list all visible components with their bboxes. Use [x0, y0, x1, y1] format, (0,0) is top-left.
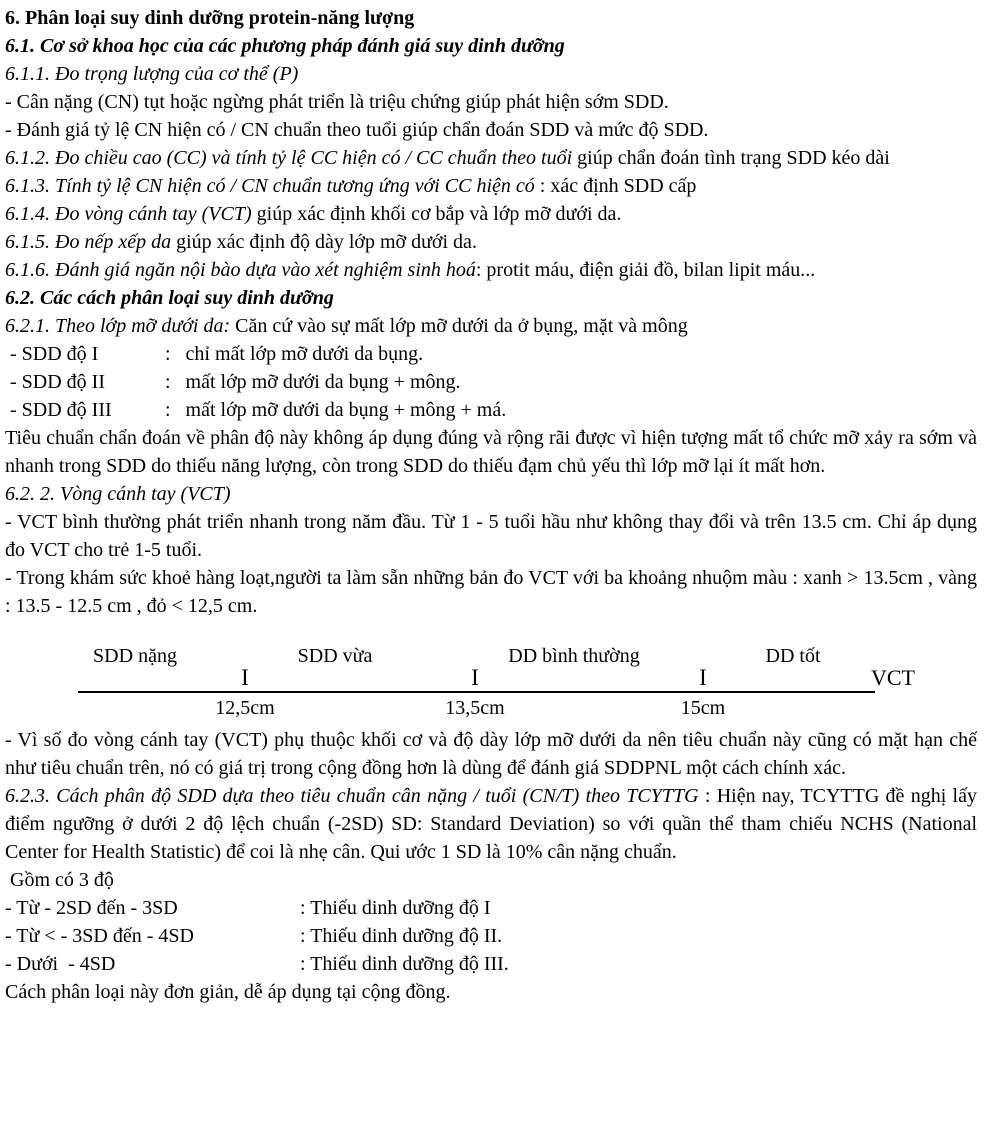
para-6-2-3-rest: : Hiện nay, TCYTTG đề nghị lấy điểm ngưỡng ở dưới 2 độ lệch chuẩn (-2SD) SD: Standard Deviation) so với quần thể tham chiếu NCHS (National Center for Health Statistic) để coi là nhẹ cân. Qui ước 1 SD là 10% cân nặng chuẩn. [5, 785, 977, 863]
para-6-1-6 [5, 256, 977, 284]
tick-value-15: 15cm [680, 697, 726, 719]
list-item-sd-1 [5, 894, 977, 922]
list-item-sdd-do-2-desc: : mất lớp mỡ dưới da bụng + mông. [165, 371, 461, 393]
list-item-sd-1-desc: : Thiếu dinh dưỡng độ I [300, 897, 491, 919]
heading-6-2-2: 6.2. 2. Vòng cánh tay (VCT) [5, 483, 231, 505]
bullet-danh-gia: - Đánh giá tỷ lệ CN hiện có / CN chuẩn theo tuổi giúp chẩn đoán SDD và mức độ SDD. [5, 119, 709, 141]
zone-label-sdd-vua: SDD vừa [297, 645, 373, 667]
para-6-1-5-rest: giúp xác định độ dày lớp mỡ dưới da. [171, 231, 477, 253]
list-item-sdd-do-1-desc: : chỉ mất lớp mỡ dưới da bụng. [165, 343, 424, 365]
scale-axis-line [78, 691, 875, 693]
heading-6-1: 6.1. Cơ sở khoa học của các phương pháp đánh giá suy dinh dưỡng [5, 35, 565, 57]
para-6-1-2 [5, 144, 977, 172]
list-item-sd-3-desc: : Thiếu dinh dưỡng độ III. [300, 953, 509, 975]
para-6-1-2-lead: 6.1.2. Đo chiều cao (CC) và tính tỷ lệ CC hiện có / CC chuẩn theo tuổi [5, 147, 573, 169]
tick-value-13-5: 13,5cm [445, 697, 505, 719]
list-item-sdd-do-3-label: - SDD độ III [5, 399, 112, 421]
para-6-1-3 [5, 172, 977, 200]
list-item-sd-2-range: - Từ < - 3SD đến - 4SD [5, 925, 194, 947]
vct-scale-figure [5, 620, 977, 726]
tick-mark-15: I [699, 665, 707, 690]
para-vi-so-do: - Vì số đo vòng cánh tay (VCT) phụ thuộc khối cơ và độ dày lớp mỡ dưới da nên tiêu chuẩn này cũng có mặt hạn chế như tiêu chuẩn trên, nó có giá trị trong cộng đồng hơn là dùng để đánh giá SDDPNL một cách chính xác. [5, 729, 977, 779]
para-6-1-3-lead: 6.1.3. Tính tỷ lệ CN hiện có / CN chuẩn tương ứng với CC hiện có [5, 175, 535, 197]
para-6-1-1: 6.1.1. Đo trọng lượng của cơ thể (P) [5, 63, 299, 85]
heading-section-6: 6. Phân loại suy dinh dưỡng protein-năng lượng [5, 7, 415, 29]
tick-mark-13-5: I [471, 665, 479, 690]
para-gom-co-3-do: Gồm có 3 độ [5, 869, 114, 891]
para-6-1-3-rest: : xác định SDD cấp [534, 175, 697, 197]
axis-label-vct: VCT [871, 665, 915, 690]
zone-label-dd-tot: DD tốt [765, 645, 821, 667]
para-6-1-6-rest: : protit máu, điện giải đồ, bilan lipit máu... [475, 259, 816, 281]
para-6-1-4 [5, 200, 977, 228]
list-item-sdd-do-2-label: - SDD độ II [5, 371, 105, 393]
para-6-1-4-rest: giúp xác định khối cơ bắp và lớp mỡ dưới da. [251, 203, 622, 225]
para-6-1-4-lead: 6.1.4. Đo vòng cánh tay (VCT) [5, 203, 252, 225]
para-6-2-1 [5, 312, 977, 340]
list-item-sdd-do-2 [5, 368, 977, 396]
para-6-2-3-lead: 6.2.3. Cách phân độ SDD dựa theo tiêu chuẩn cân nặng / tuổi (CN/T) theo TCYTTG [5, 785, 699, 807]
list-item-sdd-do-1 [5, 340, 977, 368]
para-6-1-2-rest: giúp chẩn đoán tình trạng SDD kéo dài [572, 147, 890, 169]
heading-6-2: 6.2. Các cách phân loại suy dinh dưỡng [5, 287, 334, 309]
list-item-sdd-do-3 [5, 396, 977, 424]
para-6-2-1-rest: Căn cứ vào sự mất lớp mỡ dưới da ở bụng, mặt và mông [230, 315, 688, 337]
list-item-sdd-do-3-desc: : mất lớp mỡ dưới da bụng + mông + má. [165, 399, 507, 421]
para-6-1-6-lead: 6.1.6. Đánh giá ngăn nội bào dựa vào xét nghiệm sinh hoá [5, 259, 476, 281]
bullet-can-nang: - Cân nặng (CN) tụt hoặc ngừng phát triển là triệu chứng giúp phát hiện sớm SDD. [5, 91, 669, 113]
para-6-1-5-lead: 6.1.5. Đo nếp xếp da [5, 231, 172, 253]
list-item-sdd-do-1-label: - SDD độ I [5, 343, 99, 365]
tick-value-12-5: 12,5cm [215, 697, 275, 719]
list-item-sd-3-range: - Dưới - 4SD [5, 953, 116, 975]
para-vct-2: - Trong khám sức khoẻ hàng loạt,người ta làm sẵn những bản đo VCT với ba khoảng nhuộm màu : xanh > 13.5cm , vàng : 13.5 - 12.5 cm , đỏ < 12,5 cm. [5, 567, 977, 617]
list-item-sd-3 [5, 950, 977, 978]
list-item-sd-2-desc: : Thiếu dinh dưỡng độ II. [300, 925, 503, 947]
zone-label-dd-binh-thuong: DD bình thường [508, 645, 640, 667]
para-vct-1: - VCT bình thường phát triển nhanh trong năm đầu. Từ 1 - 5 tuổi hầu như không thay đổi và trên 13.5 cm. Chỉ áp dụng đo VCT cho trẻ 1-5 tuổi. [5, 511, 977, 561]
list-item-sd-2 [5, 922, 977, 950]
para-cutoff-bottom: Cách phân loại này đơn giản, dễ áp dụng tại cộng đồng. [5, 981, 451, 1003]
list-item-sd-1-range: - Từ - 2SD đến - 3SD [5, 897, 178, 919]
para-tieu-chuan: Tiêu chuẩn chẩn đoán về phân độ này không áp dụng đúng và rộng rãi được vì hiện tượng mất tổ chức mỡ xảy ra sớm và nhanh trong SDD do thiếu năng lượng, còn trong SDD do thiếu đạm chủ yếu thì lớp mỡ lại ít mất hơn. [5, 427, 977, 477]
para-6-2-1-lead: 6.2.1. Theo lớp mỡ dưới da: [5, 315, 231, 337]
tick-mark-12-5: I [241, 665, 249, 690]
para-6-2-3 [5, 782, 977, 866]
para-6-1-5 [5, 228, 977, 256]
zone-label-sdd-nang: SDD nặng [93, 645, 177, 667]
